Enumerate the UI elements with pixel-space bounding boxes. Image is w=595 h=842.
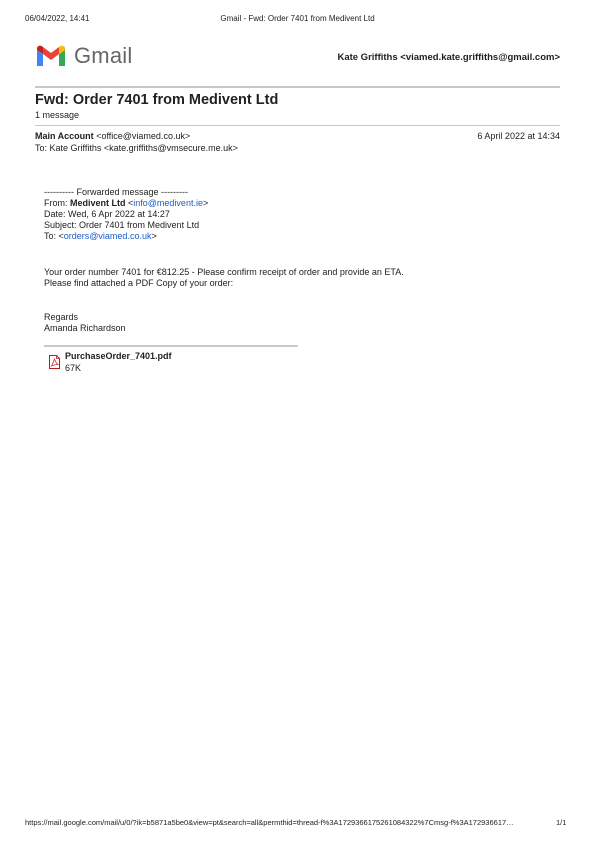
forwarded-date: Date: Wed, 6 Apr 2022 at 14:27 xyxy=(44,209,170,219)
header-divider xyxy=(35,86,560,88)
print-datetime: 06/04/2022, 14:41 xyxy=(25,14,90,23)
footer-url: https://mail.google.com/mail/u/0/?ik=b5871a5be0&view=pt&search=all&permthid=thread-f%3A1729366175261084322%7Cmsg-f%3A172936617… xyxy=(25,818,514,827)
gmail-envelope-icon xyxy=(35,44,67,68)
forwarded-from-label: From: xyxy=(44,198,68,208)
sender-email: <office@viamed.co.uk> xyxy=(96,131,191,141)
thread-divider xyxy=(35,125,560,126)
forwarded-to: To: <orders@viamed.co.uk> xyxy=(44,231,157,241)
forwarded-header: ---------- Forwarded message --------- xyxy=(44,187,188,197)
regards-line: Regards xyxy=(44,312,79,322)
thread-subject: Fwd: Order 7401 from Medivent Ltd xyxy=(35,92,279,108)
forwarded-block xyxy=(44,187,208,242)
forwarded-from: From: Medivent Ltd <info@medivent.ie> xyxy=(44,198,209,208)
gmail-wordmark: Gmail xyxy=(74,43,133,68)
attachment-name[interactable]: PurchaseOrder_7401.pdf xyxy=(65,351,172,361)
message-count: 1 message xyxy=(35,110,80,120)
forwarded-subject: Subject: Order 7401 from Medivent Ltd xyxy=(44,220,200,230)
pdf-icon xyxy=(49,355,60,369)
forwarded-to-email-link[interactable]: orders@viamed.co.uk xyxy=(63,231,152,241)
body-line: Your order number 7401 for €812.25 - Please confirm receipt of order and provide an ETA. xyxy=(44,267,404,277)
message-body xyxy=(44,267,404,289)
signature-name: Amanda Richardson xyxy=(44,323,126,333)
body-line: Please find attached a PDF Copy of your order: xyxy=(44,278,234,288)
message-sender xyxy=(35,131,190,141)
forwarded-from-name: Medivent Ltd xyxy=(70,198,126,208)
attachment-size: 67K xyxy=(65,363,82,373)
footer-page-number: 1/1 xyxy=(556,818,567,827)
message-recipient: To: Kate Griffiths <kate.griffiths@vmsecure.me.uk> xyxy=(35,143,238,153)
attachment-divider xyxy=(44,345,298,347)
account-label: Kate Griffiths <viamed.kate.griffiths@gmail.com> xyxy=(337,52,560,63)
message-date: 6 April 2022 at 14:34 xyxy=(477,131,560,141)
message-signature xyxy=(44,312,126,334)
forwarded-from-email-link[interactable]: info@medivent.ie xyxy=(133,198,203,208)
print-page-title: Gmail - Fwd: Order 7401 from Medivent Ltd xyxy=(220,14,375,23)
gmail-logo xyxy=(35,44,132,68)
forwarded-to-label: To: xyxy=(44,231,57,241)
sender-name: Main Account xyxy=(35,131,94,141)
